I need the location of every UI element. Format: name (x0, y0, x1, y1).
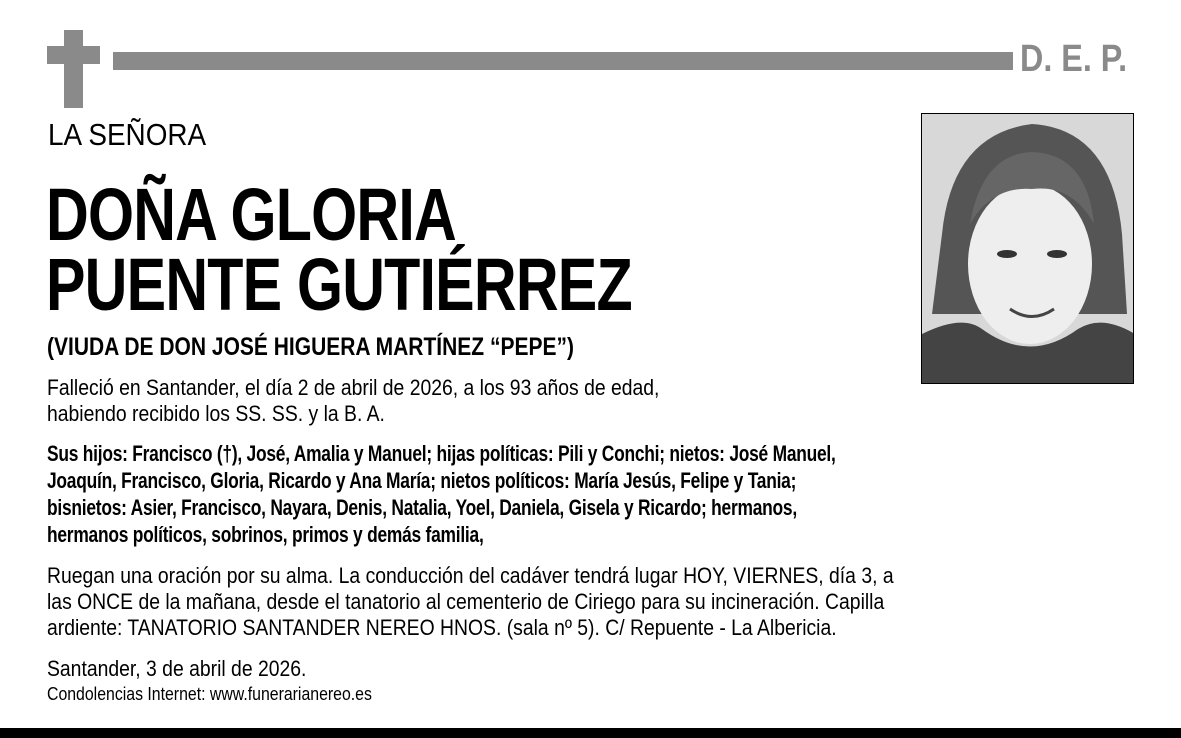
service-text: las ONCE de la mañana, desde el tanatorio al cementerio de Ciriego para su incineración. Capilla (47, 589, 885, 614)
service-text: ardiente: TANATORIO SANTANDER NEREO HNOS. (sala nº 5). C/ Repuente - La Albericia. (47, 615, 837, 640)
family-text: Joaquín, Francisco, Gloria, Ricardo y Ana María; nietos políticos: María Jesús, Felipe y Tania; (47, 468, 797, 493)
dep-label: D. E. P. (1020, 38, 1128, 80)
condolences-link[interactable]: Condolencias Internet: www.funerarianereo.es (47, 684, 372, 704)
intro-label: LA SEÑORA (48, 117, 207, 152)
family-text: hermanos políticos, sobrinos, primos y demás familia, (47, 522, 484, 547)
death-text: Falleció en Santander, el día 2 de abril de 2026, a los 93 años de edad, (47, 375, 660, 400)
widow-of: (VIUDA DE DON JOSÉ HIGUERA MARTÍNEZ “PEPE”) (47, 333, 574, 361)
cross-icon-arm (47, 46, 100, 64)
cross-icon (64, 30, 83, 108)
bottom-rule (0, 728, 1181, 738)
deceased-name-line1: DOÑA GLORIA (46, 173, 456, 256)
service-text: Ruegan una oración por su alma. La conducción del cadáver tendrá lugar HOY, VIERNES, día 3, a (47, 563, 894, 588)
place-date: Santander, 3 de abril de 2026. (47, 656, 307, 681)
family-text: bisnietos: Asier, Francisco, Nayara, Denis, Natalia, Yoel, Daniela, Gisela y Ricardo; hermanos, (47, 495, 797, 520)
portrait-photo (921, 113, 1134, 384)
header-rule (113, 52, 1013, 70)
family-text: Sus hijos: Francisco (†), José, Amalia y Manuel; hijas políticas: Pili y Conchi; nietos: José Manuel, (47, 441, 836, 466)
deceased-name-line2: PUENTE GUTIÉRREZ (46, 243, 632, 326)
death-text: habiendo recibido los SS. SS. y la B. A. (47, 401, 385, 426)
